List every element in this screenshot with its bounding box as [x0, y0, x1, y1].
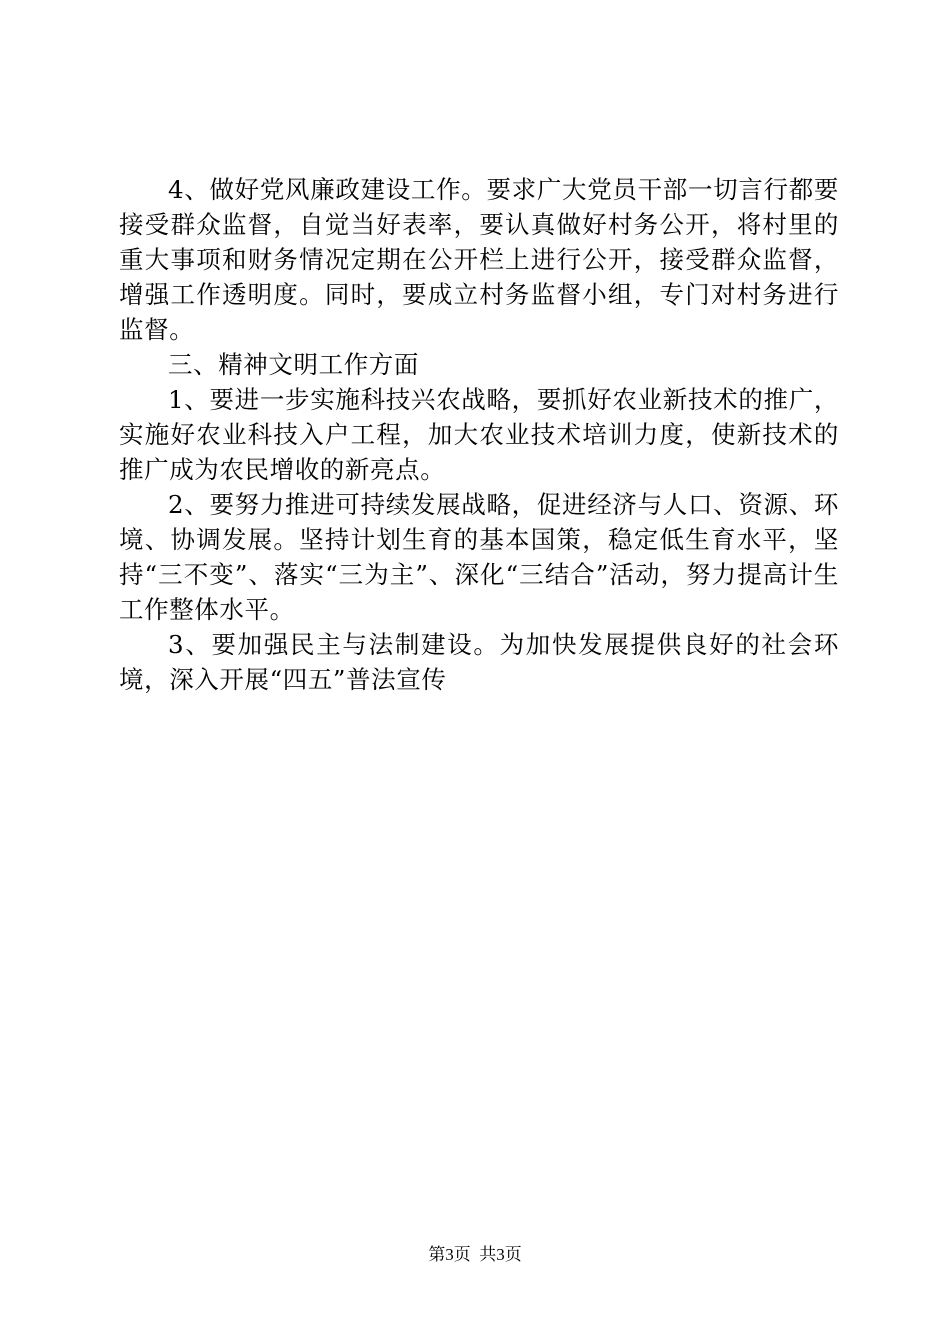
page-total: 共3页	[479, 1245, 522, 1264]
document-body	[119, 172, 839, 697]
page-footer	[0, 1244, 950, 1266]
paragraph-party-conduct: 4、做好党风廉政建设工作。要求广大党员干部一切言行都要接受群众监督，自觉当好表率，要认真做好村务公开，将村里的重大事项和财务情况定期在公开栏上进行公开，接受群众监督，增强工作透明度。同时，要成立村务监督小组，专门对村务进行监督。	[119, 175, 839, 344]
paragraph-democracy-legal: 3、要加强民主与法制建设。为加快发展提供良好的社会环境，深入开展“四五”普法宣传	[119, 630, 839, 694]
section-heading-spiritual-civilization: 三、精神文明工作方面	[168, 350, 419, 379]
paragraph-science-agriculture: 1、要进一步实施科技兴农战略，要抓好农业新技术的推广，实施好农业科技入户工程，加大农业技术培训力度，使新技术的推广成为农民增收的新亮点。	[119, 385, 839, 484]
footer-spacer	[471, 1245, 480, 1264]
page-number: 第3页	[428, 1245, 471, 1264]
paragraph-sustainable-development: 2、要努力推进可持续发展战略，促进经济与人口、资源、环境、协调发展。坚持计划生育的基本国策，稳定低生育水平，坚持“三不变”、落实“三为主”、深化“三结合”活动，努力提高计生工作整体水平。	[119, 490, 839, 624]
